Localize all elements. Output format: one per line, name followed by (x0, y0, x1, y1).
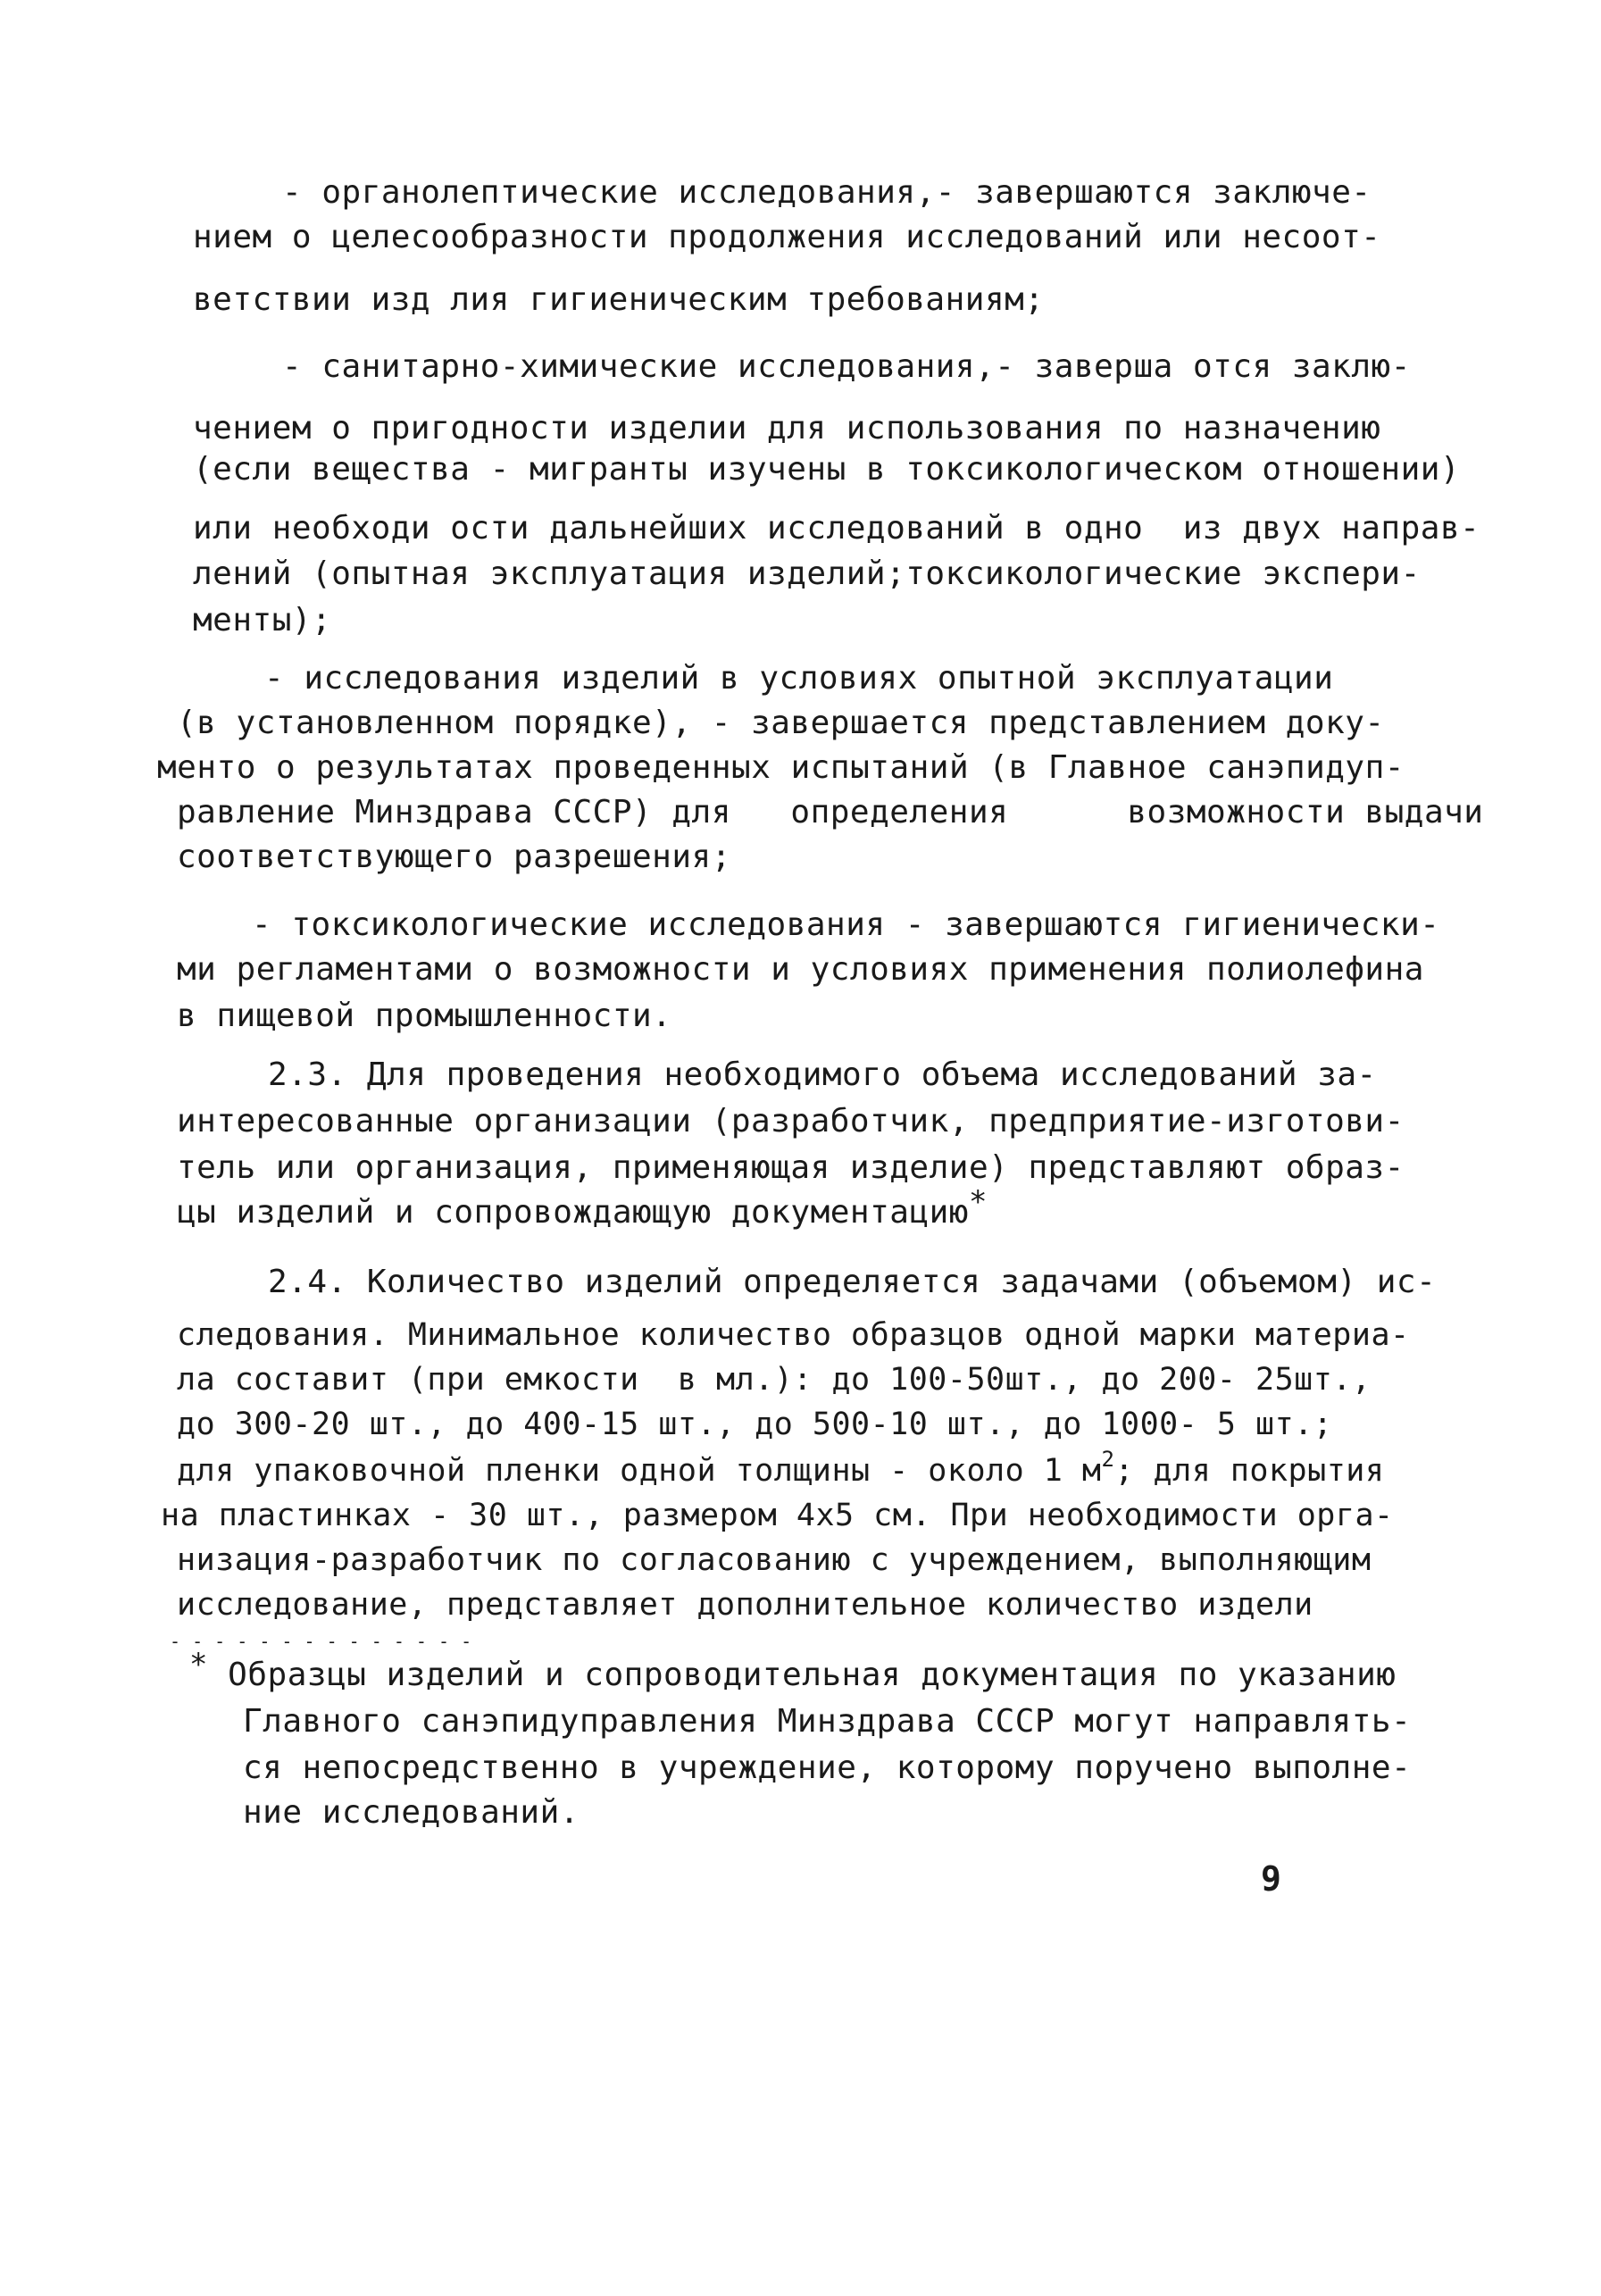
footnote-text: Образцы изделий и сопроводительная документация по указанию (228, 1657, 1397, 1693)
text-line: следования. Минимальное количество образцов одной марки материа- (177, 1317, 1410, 1353)
text-line-content: ; для покрытия (1114, 1453, 1385, 1489)
text-line: (в установленном порядке), - завершается представлением доку- (177, 705, 1385, 741)
text-line: тель или организация, применяющая изделие) представляют образ- (177, 1149, 1405, 1186)
text-line-content: для упаковочной пленки одной толщины - около 1 м (177, 1453, 1102, 1489)
text-line: на пластинках - 30 шт., размером 4х5 см. При необходимости орга- (161, 1498, 1394, 1533)
text-line: менто о результатах проведенных испытаний (в Главное санэпидуп- (157, 749, 1405, 786)
text-line: исследование, представляет дополнительное количество издели (177, 1587, 1313, 1623)
text-line: нием о целесообразности продолжения исследований или несоот- (193, 219, 1381, 255)
superscript: 2 (1101, 1447, 1115, 1472)
footnote-line (189, 1647, 1397, 1693)
text-line: ла составит (при емкости в мл.): до 100-50шт., до 200- 25шт., (177, 1362, 1372, 1398)
footnote-line: ние исследований. (243, 1794, 580, 1831)
text-line: до 300-20 шт., до 400-15 шт., до 500-10 шт., до 1000- 5 шт.; (177, 1407, 1333, 1442)
footnote-marker: * (189, 1647, 208, 1682)
text-line: низация-разработчик по согласованию с учреждением, выполняющим (177, 1542, 1372, 1578)
text-line: соответствующего разрешения; (177, 839, 731, 875)
text-line-content: цы изделий и сопровождающую документацию (177, 1194, 969, 1231)
text-line: - исследования изделий в условиях опытной эксплуатации (264, 660, 1334, 697)
text-line (177, 1447, 1385, 1489)
text-line: интересованные организации (разработчик, предприятие-изготови- (177, 1103, 1405, 1140)
text-line (177, 1184, 988, 1231)
footnote-reference: * (968, 1184, 988, 1220)
text-line: лений (опытная эксплуатация изделий;токсикологические экспери- (193, 555, 1421, 592)
footnote-line: Главного санэпидуправления Минздрава СССР могут направлять- (243, 1703, 1412, 1740)
text-line: чением о пригодности изделии для использования по назначению (193, 410, 1381, 447)
text-line: менты); (193, 602, 332, 639)
text-line: ми регламентами о возможности и условиях применения полиолефина (177, 951, 1424, 988)
text-line: 2.3. Для проведения необходимого объема исследований за- (268, 1056, 1377, 1093)
page-number: 9 (1261, 1859, 1281, 1899)
text-line: (если вещества - мигранты изучены в токсикологическом отношении) (193, 451, 1461, 488)
text-line: ветствии изд лия гигиеническим требованиям; (193, 281, 1045, 318)
text-line: - токсикологические исследования - завершаются гигиенически- (252, 906, 1440, 943)
text-line: или необходи ости дальнейших исследований в одно из двух направ- (193, 510, 1480, 547)
footnote-line: ся непосредственно в учреждение, которому поручено выполне- (243, 1749, 1412, 1786)
footnote-separator: - - - - - - - - - - - - - - (170, 1631, 472, 1652)
text-line: 2.4. Количество изделий определяется задачами (объемом) ис- (268, 1264, 1437, 1300)
text-line: равление Минздрава СССР) для определения возможности выдачи (177, 794, 1484, 831)
text-line: - органолептические исследования,- завершаются заключе- (282, 174, 1372, 211)
text-line: - санитарно-химические исследования,- заверша отся заклю- (282, 348, 1411, 385)
text-line: в пищевой промышленности. (177, 998, 672, 1034)
